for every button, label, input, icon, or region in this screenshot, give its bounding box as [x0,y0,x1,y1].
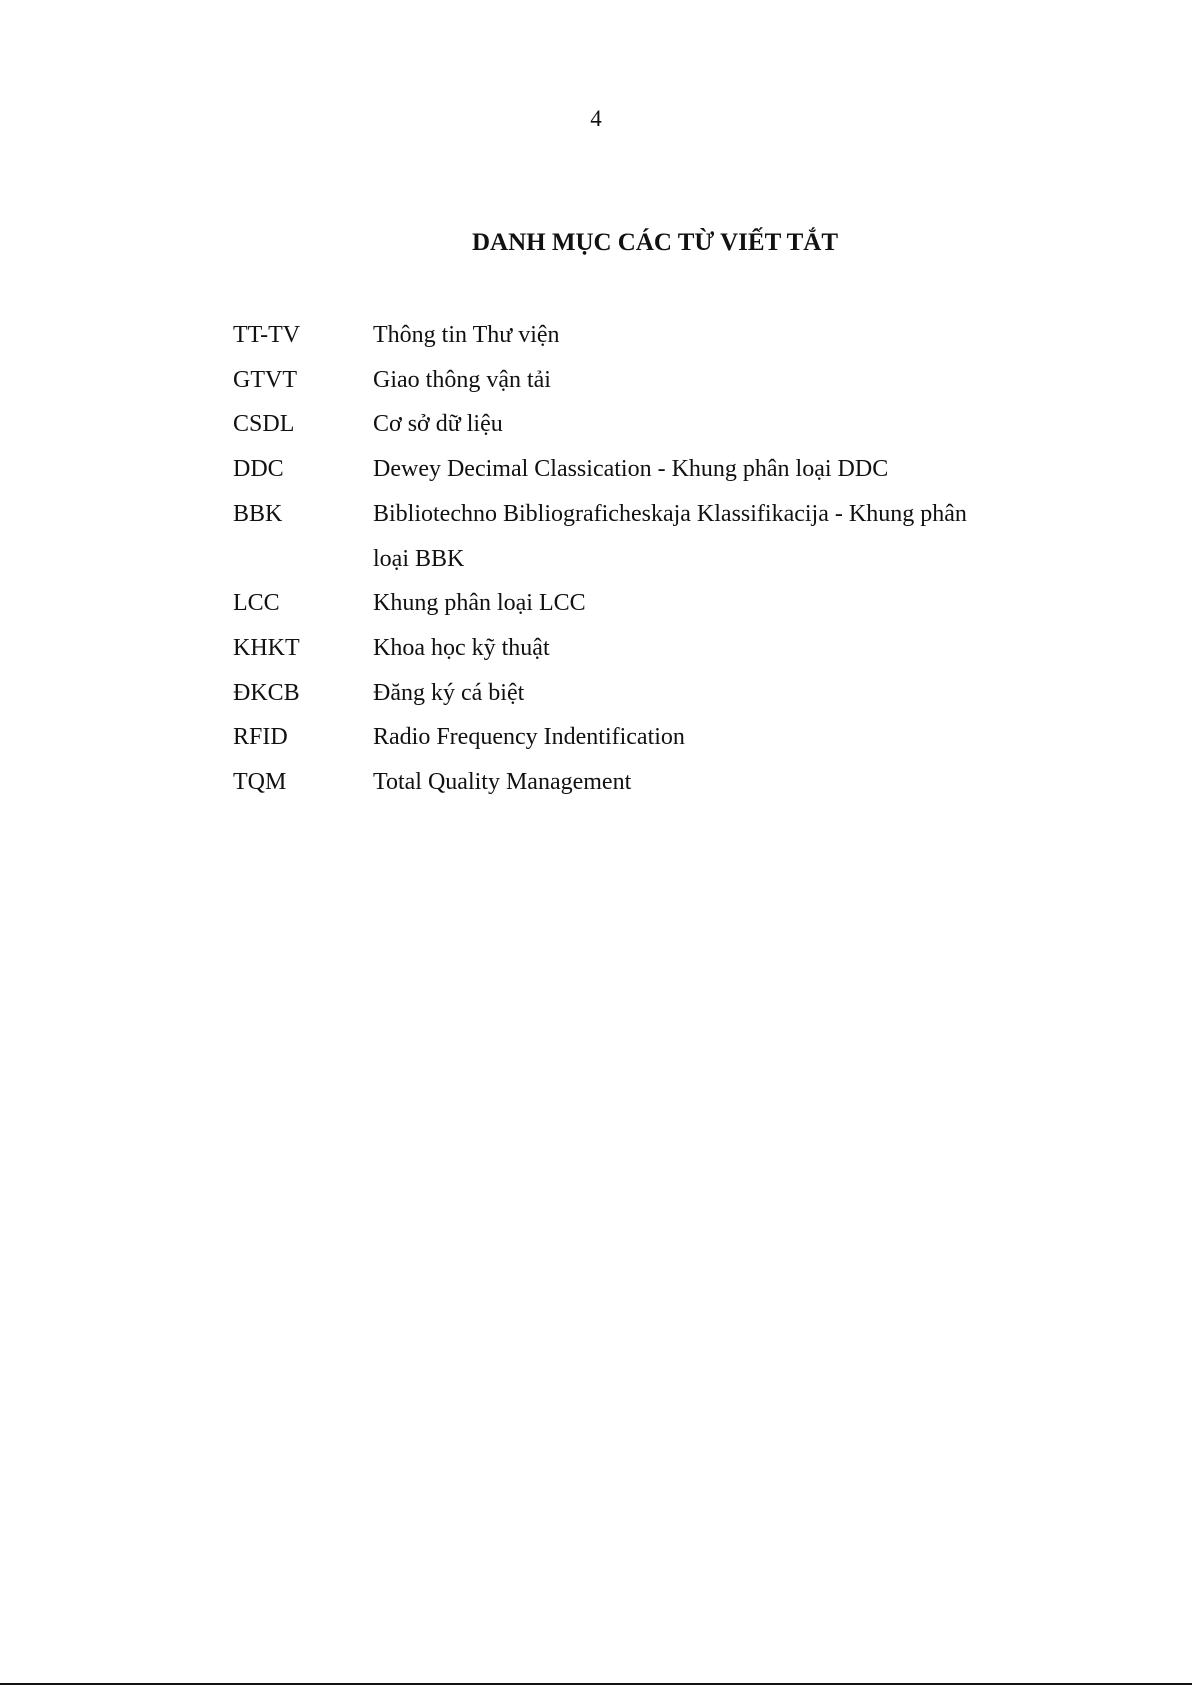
list-item [233,760,993,805]
abbreviation-definition: Khoa học kỹ thuật [373,634,550,661]
list-item [233,313,993,358]
list-item [233,358,993,403]
page-title: DANH MỤC CÁC TỪ VIẾT TẮT [471,229,839,256]
abbreviation-term: TT-TV [233,322,301,348]
abbreviation-definition: Đăng ký cá biệt [373,679,525,706]
abbreviation-definition: Khung phân loại LCC [373,590,586,617]
abbreviation-term: LCC [233,590,280,617]
list-item [233,671,993,716]
abbreviation-term: BBK [233,500,283,527]
list-item [233,402,993,447]
list-item [233,492,993,581]
list-item [233,715,993,760]
list-item [233,581,993,626]
abbreviation-definition: Radio Frequency Indentification [373,724,685,751]
abbreviation-term: CSDL [233,411,295,438]
abbreviation-definition: Total Quality Management [373,769,632,796]
abbreviation-definition: Bibliotechno Bibliograficheskaja Klassifikacija - Khung phân loại BBK [373,500,967,572]
abbreviation-term: RFID [233,724,288,751]
abbreviation-definition: Thông tin Thư viện [373,322,560,348]
abbreviation-term: ĐKCB [233,679,300,706]
abbreviation-term: GTVT [233,366,297,393]
page-number: 4 [590,106,602,131]
abbreviation-definition: Dewey Decimal Classication - Khung phân loại DDC [373,456,889,483]
abbreviation-term: DDC [233,456,284,483]
abbreviation-definition: Cơ sở dữ liệu [373,411,503,438]
abbreviation-term: KHKT [233,634,300,661]
abbreviation-list [233,313,993,805]
abbreviation-definition: Giao thông vận tải [373,366,551,393]
list-item [233,447,993,492]
abbreviation-term: TQM [233,769,287,796]
list-item [233,626,993,671]
